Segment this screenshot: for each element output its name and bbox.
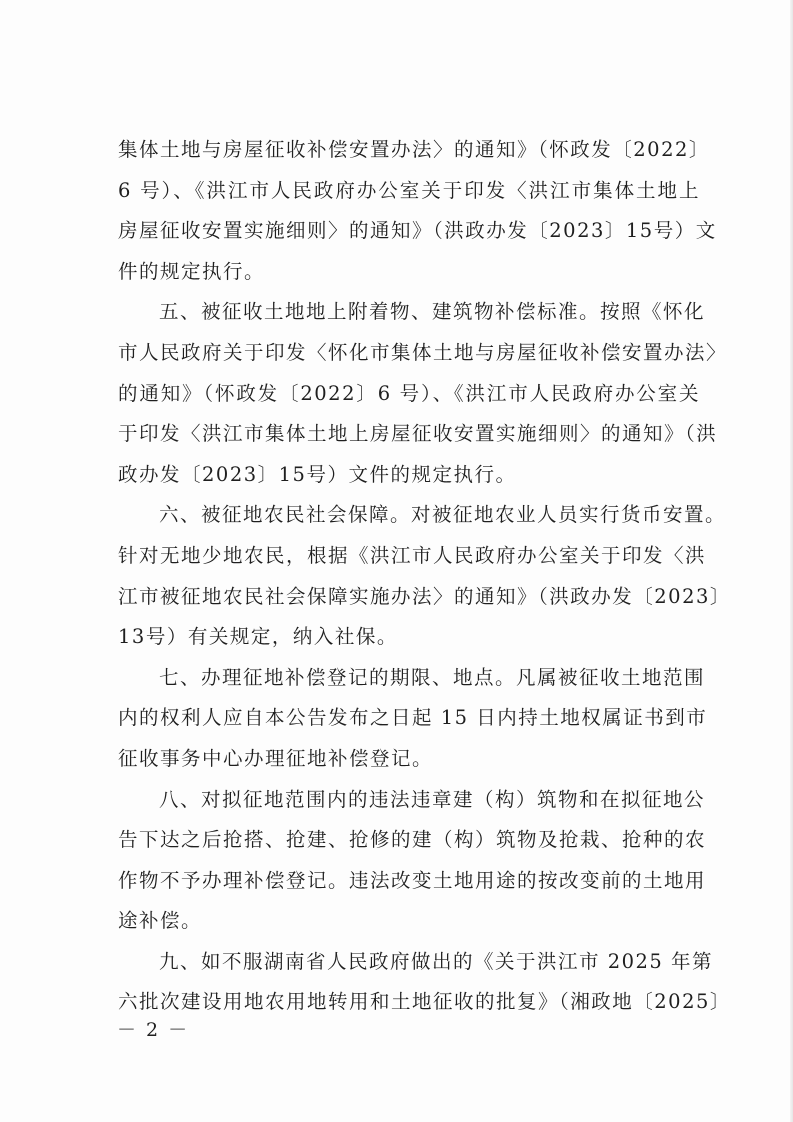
paragraph-5-first-line: 五、被征收土地地上附着物、建筑物补偿标准。按照《怀化 [159, 300, 706, 324]
page-number: － 2 － [117, 1019, 190, 1041]
text-line: 途补偿。 [118, 909, 203, 933]
text-line: 告下达之后抢搭、抢建、抢修的建（构）筑物及抢栽、抢种的农 [118, 828, 707, 852]
paragraph-9-first-line: 九、如不服湖南省人民政府做出的《关于洪江市 2025 年第 [159, 949, 714, 973]
paragraph-6-first-line: 六、被征地农民社会保障。对被征地农业人员实行货币安置。 [159, 503, 727, 527]
body-text [118, 130, 731, 1023]
paragraph-7-first-line: 七、办理征地补偿登记的期限、地点。凡属被征收土地范围 [159, 665, 706, 689]
text-line: 政办发〔2023〕15号）文件的规定执行。 [118, 462, 517, 486]
text-line: 13号）有关规定，纳入社保。 [118, 625, 398, 649]
paragraph-8-first-line: 八、对拟征地范围内的违法违章建（构）筑物和在拟征地公 [159, 787, 706, 811]
text-line: 作物不予办理补偿登记。违法改变土地用途的按改变前的土地用 [118, 868, 707, 892]
text-line: 的通知》（怀政发〔2022〕6 号）、《洪江市人民政府办公室关 [118, 381, 700, 405]
text-line: 征收事务中心办理征地补偿登记。 [118, 746, 434, 770]
text-line: 江市被征地农民社会保障实施办法〉的通知》（洪政办发〔2023〕 [118, 584, 731, 608]
text-line: 6 号）、《洪江市人民政府办公室关于印发〈洪江市集体土地上 [118, 178, 700, 202]
text-line: 市人民政府关于印发〈怀化市集体土地与房屋征收补偿安置办法〉 [118, 340, 728, 364]
text-line: 六批次建设用地农用地转用和土地征收的批复》（湘政地〔2025〕 [118, 990, 731, 1014]
text-line: 房屋征收安置实施细则〉的通知》（洪政办发〔2023〕15号）文 [118, 219, 717, 243]
text-line: 内的权利人应自本公告发布之日起 15 日内持土地权属证书到市 [118, 706, 708, 730]
text-line: 集体土地与房屋征收补偿安置办法〉的通知》（怀政发〔2022〕 [118, 138, 710, 161]
text-line: 件的规定执行。 [118, 259, 266, 283]
text-line: 于印发〈洪江市集体土地上房屋征收安置实施细则〉的通知》（洪 [118, 422, 718, 446]
text-line: 针对无地少地农民，根据《洪江市人民政府办公室关于印发〈洪 [118, 543, 707, 567]
